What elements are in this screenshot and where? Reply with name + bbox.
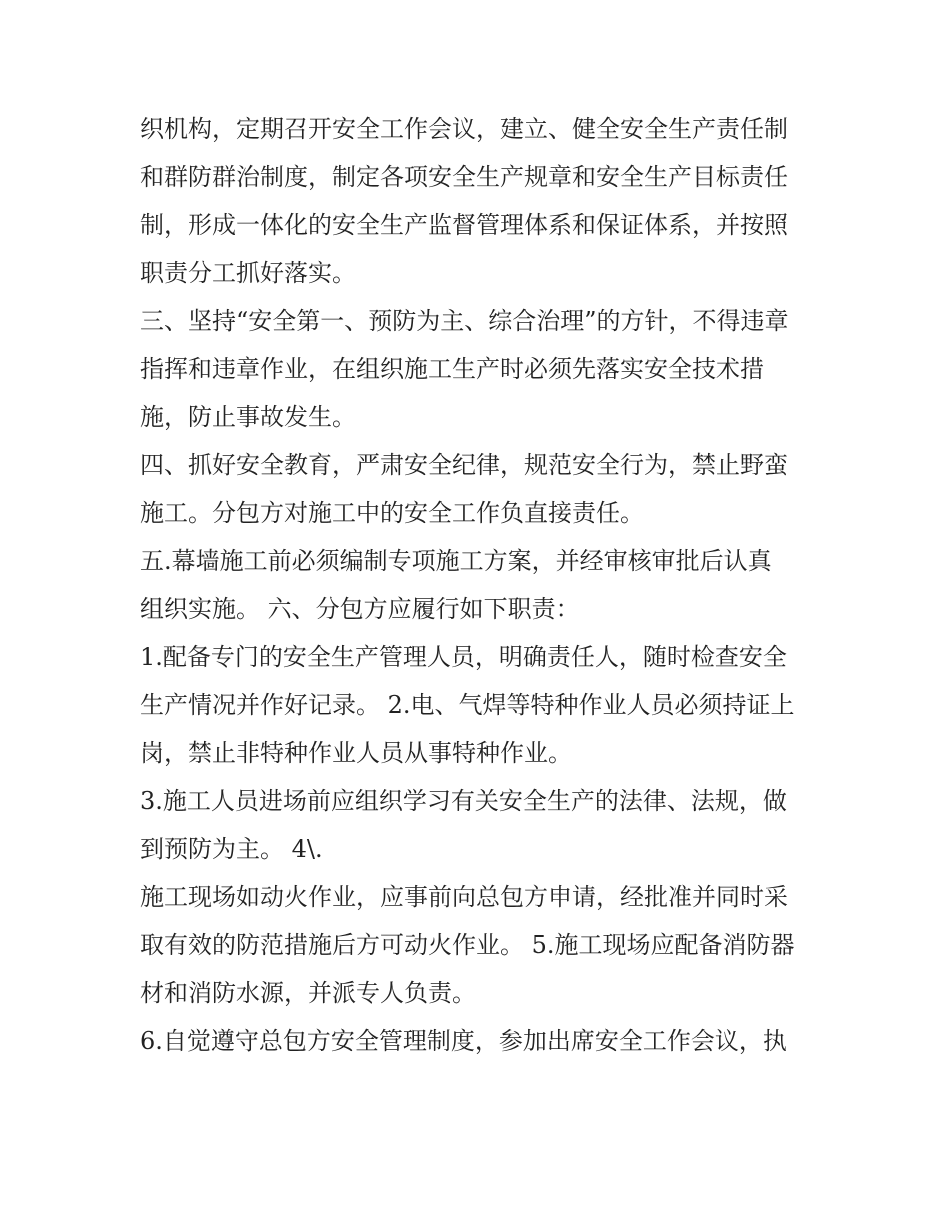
text-line: 和群防群治制度，制定各项安全生产规章和安全生产目标责任 xyxy=(140,163,788,191)
text-line: 四、抓好安全教育，严肃安全纪律，规范安全行为，禁止野蛮 xyxy=(140,451,788,479)
text-line: 指挥和违章作业，在组织施工生产时必须先落实安全技术措 xyxy=(140,355,764,383)
text-line: 材和消防水源，并派专人负责。 xyxy=(140,979,476,1007)
document-body xyxy=(140,105,820,1065)
text-line: 施，防止事故发生。 xyxy=(140,403,356,431)
text-line: 织机构，定期召开安全工作会议，建立、健全安全生产责任制 xyxy=(140,115,788,143)
text-line: 3.施工人员进场前应组织学习有关安全生产的法律、法规，做 xyxy=(140,787,787,815)
text-line: 组织实施。 六、分包方应履行如下职责： xyxy=(140,595,580,623)
text-line: 五.幕墙施工前必须编制专项施工方案，并经审核审批后认真 xyxy=(140,547,772,575)
text-line: 三、坚持“安全第一、预防为主、综合治理”的方针，不得违章 xyxy=(140,307,789,335)
text-line: 到预防为主。 4\. xyxy=(140,835,323,863)
text-line: 1.配备专门的安全生产管理人员，明确责任人，随时检查安全 xyxy=(140,643,787,671)
text-line: 取有效的防范措施后方可动火作业。 5.施工现场应配备消防器 xyxy=(140,931,795,959)
text-line: 岗，禁止非特种作业人员从事特种作业。 xyxy=(140,739,572,767)
text-line: 生产情况并作好记录。 2.电、气焊等特种作业人员必须持证上 xyxy=(140,691,795,719)
text-line: 6.自觉遵守总包方安全管理制度，参加出席安全工作会议，执 xyxy=(140,1027,787,1055)
text-line: 施工现场如动火作业，应事前向总包方申请，经批准并同时采 xyxy=(140,883,788,911)
text-line: 施工。分包方对施工中的安全工作负直接责任。 xyxy=(140,499,644,527)
text-line: 制，形成一体化的安全生产监督管理体系和保证体系，并按照 xyxy=(140,211,788,239)
text-line: 职责分工抓好落实。 xyxy=(140,259,356,287)
